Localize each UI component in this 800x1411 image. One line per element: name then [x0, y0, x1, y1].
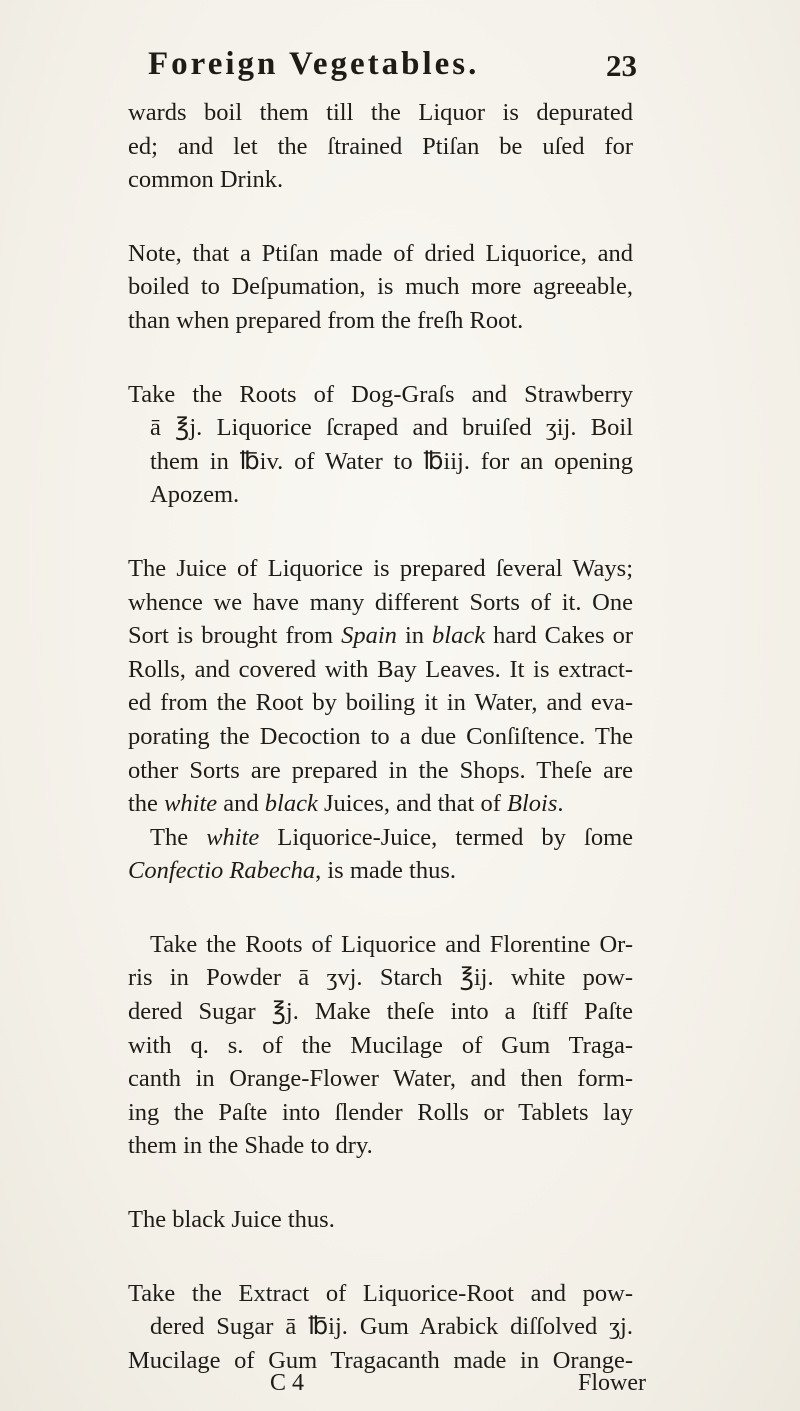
text-line: wards boil them till the Liquor is depurated [128, 99, 633, 126]
signature-mark: C 4 [270, 1370, 305, 1396]
text-line [128, 619, 633, 653]
paragraph-4 [128, 552, 633, 888]
text-line: The Juice of Liquorice is prepared ſeveral Ways; [128, 554, 633, 582]
text-line: dered Sugar ā ℔ij. Gum Arabick diſſolved ʒj. [150, 1313, 633, 1341]
text-line: canth in Orange-Flower Water, and then form- [128, 1065, 633, 1093]
text-line: Mucilage of Gum Tragacanth made in Orange- [128, 1346, 633, 1374]
text-line: than when prepared from the freſh Root. [128, 306, 524, 334]
text-line: with q. s. of the Mucilage of Gum Traga- [128, 1031, 633, 1059]
text-line: Take the Roots of Dog-Graſs and Strawberry [128, 380, 633, 408]
paragraph-5 [128, 928, 633, 1163]
text-line: ed; and let the ſtrained Ptiſan be uſed for [128, 132, 633, 160]
text-line: other Sorts are prepared in the Shops. Theſe are [128, 756, 633, 784]
text-line: whence we have many different Sorts of it. One [128, 588, 633, 616]
section-heading: The black Juice thus. [128, 1206, 335, 1234]
text-line: Rolls, and covered with Bay Leaves. It is extract- [128, 655, 633, 683]
text-fragment: Sort is brought from Spain in black hard Cakes or [128, 622, 633, 650]
text-line: ā ℥j. Liquorice ſcraped and bruiſed ʒij. Boil [150, 414, 633, 442]
paragraph-3 [128, 378, 633, 512]
text-line: them in ℔iv. of Water to ℔iij. for an opening [150, 447, 633, 475]
text-line: the white and black Juices, and that of Blois. [128, 790, 564, 818]
page-number: 23 [606, 48, 637, 83]
paragraph-1 [128, 96, 633, 197]
text-line: The white Liquorice-Juice, termed by ſome [150, 823, 634, 851]
text-line: them in the Shade to dry. [128, 1132, 373, 1160]
paragraph-2 [128, 237, 633, 338]
paragraph-6 [128, 1203, 633, 1237]
text-line: porating the Decoction to a due Conſiſtence. The [128, 722, 633, 750]
text-line: Confectio Rabecha, is made thus. [128, 857, 456, 885]
text-line: boiled to Deſpumation, is much more agreeable, [128, 273, 633, 301]
text-line: ed from the Root by boiling it in Water, and eva- [128, 689, 633, 717]
running-head: Foreign Vegetables. [148, 46, 480, 82]
page-header [148, 46, 648, 96]
text-line: dered Sugar ℥j. Make theſe into a ſtiff Paſte [128, 998, 633, 1026]
text-line: common Drink. [128, 166, 284, 194]
text-line: ris in Powder ā ʒvj. Starch ℥ij. white pow- [128, 964, 633, 992]
text-line: ing the Paſte into ſlender Rolls or Tablets lay [128, 1098, 633, 1126]
text-line: Take the Extract of Liquorice-Root and pow- [128, 1279, 633, 1307]
text-line: Apozem. [150, 481, 240, 509]
body-text [128, 96, 633, 1377]
paragraph-7 [128, 1277, 633, 1378]
catchword: Flower [578, 1370, 646, 1396]
text-line: Note, that a Ptiſan made of dried Liquorice, and [128, 239, 633, 267]
text-line: Take the Roots of Liquorice and Florentine Or- [150, 930, 633, 958]
